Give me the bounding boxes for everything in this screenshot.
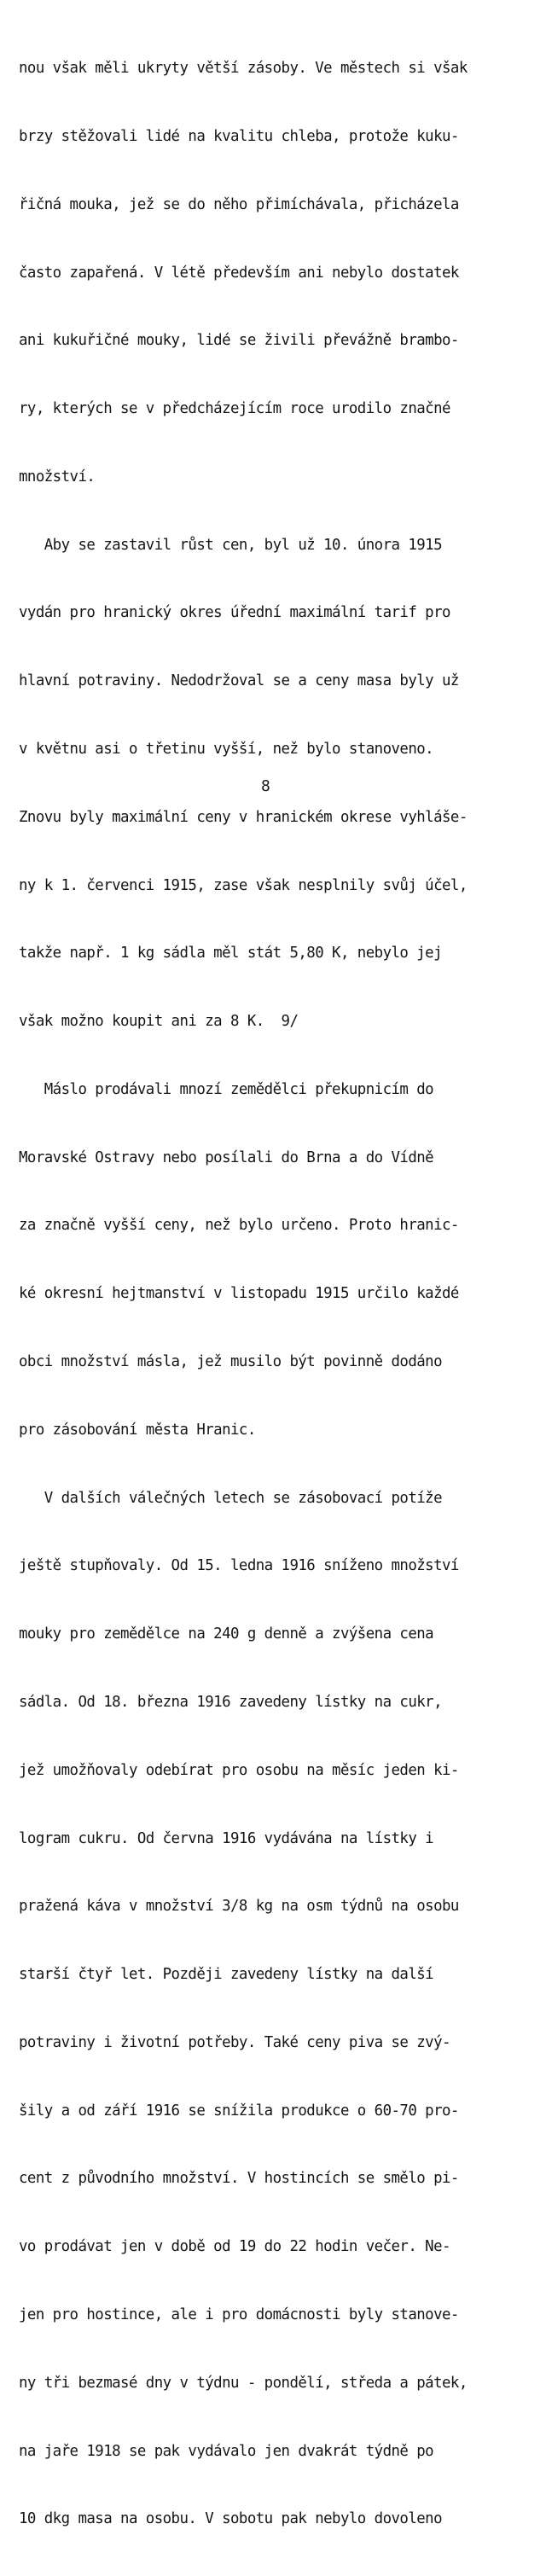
text-line: pražená káva v množství 3/8 kg na osm týdnů na osobu: [19, 1898, 459, 1916]
text-line: však možno koupit ani za 8 K. 9/: [19, 1013, 299, 1031]
text-line: nou však měli ukryty větší zásoby. Ve městech si však: [19, 60, 468, 78]
text-line: jež umožňovaly odebírat pro osobu na měsíc jeden ki-: [19, 1761, 459, 1779]
text-line: V dalších válečných letech se zásobovací potíže: [19, 1489, 443, 1507]
text-line: často zapařená. V létě především ani nebylo dostatek: [19, 264, 459, 282]
text-line: ké okresní hejtmanství v listopadu 1915 určilo každé: [19, 1285, 459, 1303]
text-line: ny k 1. červenci 1915, zase však nesplnily svůj účel,: [19, 876, 468, 894]
page-number: 8: [261, 777, 270, 795]
body-text: [19, 12, 531, 2576]
text-line: 10 dkg masa na osobu. V sobotu pak nebylo dovoleno: [19, 2510, 443, 2528]
text-line: hlavní potraviny. Nedodržoval se a ceny masa byly už: [19, 672, 459, 690]
text-line: vydán pro hranický okres úřední maximální tarif pro: [19, 604, 450, 622]
text-line: řičná mouka, jež se do něho přimíchávala, přicházela: [19, 195, 459, 213]
text-line: obci množství másla, jež musilo být povinně dodáno: [19, 1353, 443, 1371]
text-line: šily a od září 1916 se snížila produkce o 60-70 pro-: [19, 2102, 459, 2120]
text-line: Máslo prodávali mnozí zemědělci překupnicím do: [19, 1080, 434, 1098]
text-line: ještě stupňovaly. Od 15. ledna 1916 sníženo množství: [19, 1557, 459, 1575]
text-line: starší čtyř let. Později zavedeny lístky na další: [19, 1966, 434, 1984]
text-line: Znovu byly maximální ceny v hranickém okrese vyhláše-: [19, 808, 468, 826]
text-line: sádla. Od 18. března 1916 zavedeny lístky na cukr,: [19, 1693, 443, 1711]
text-line: jen pro hostince, ale i pro domácnosti byly stanove-: [19, 2306, 459, 2323]
text-line: ani kukuřičné mouky, lidé se živili převážně brambo-: [19, 332, 459, 350]
text-line: ry, kterých se v předcházejícím roce urodilo značné: [19, 400, 450, 418]
text-line: na jaře 1918 se pak vydávalo jen dvakrát týdně po: [19, 2442, 434, 2460]
text-line: takže např. 1 kg sádla měl stát 5,80 K, nebylo jej: [19, 945, 443, 962]
text-line: brzy stěžovali lidé na kvalitu chleba, protože kuku-: [19, 127, 459, 145]
text-line: cent z původního množství. V hostincích se smělo pi-: [19, 2170, 459, 2188]
text-line: v květnu asi o třetinu vyšší, než bylo stanoveno.: [19, 741, 434, 758]
text-line: potraviny i životní potřeby. Také ceny piva se zvý-: [19, 2033, 450, 2051]
text-line: Moravské Ostravy nebo posílali do Brna a do Vídně: [19, 1148, 434, 1166]
text-line: množství.: [19, 468, 96, 486]
text-line: za značně vyšší ceny, než bylo určeno. Proto hranic-: [19, 1217, 459, 1235]
text-line: Aby se zastavil růst cen, byl už 10. února 1915: [19, 536, 443, 554]
text-line: vo prodávat jen v době od 19 do 22 hodin večer. Ne-: [19, 2238, 450, 2256]
text-line: mouky pro zemědělce na 240 g denně a zvýšena cena: [19, 1625, 434, 1643]
text-line: pro zásobování města Hranic.: [19, 1421, 256, 1439]
text-line: logram cukru. Od června 1916 vydávána na lístky i: [19, 1829, 434, 1847]
text-line: ny tři bezmasé dny v týdnu - pondělí, středa a pátek,: [19, 2374, 468, 2392]
